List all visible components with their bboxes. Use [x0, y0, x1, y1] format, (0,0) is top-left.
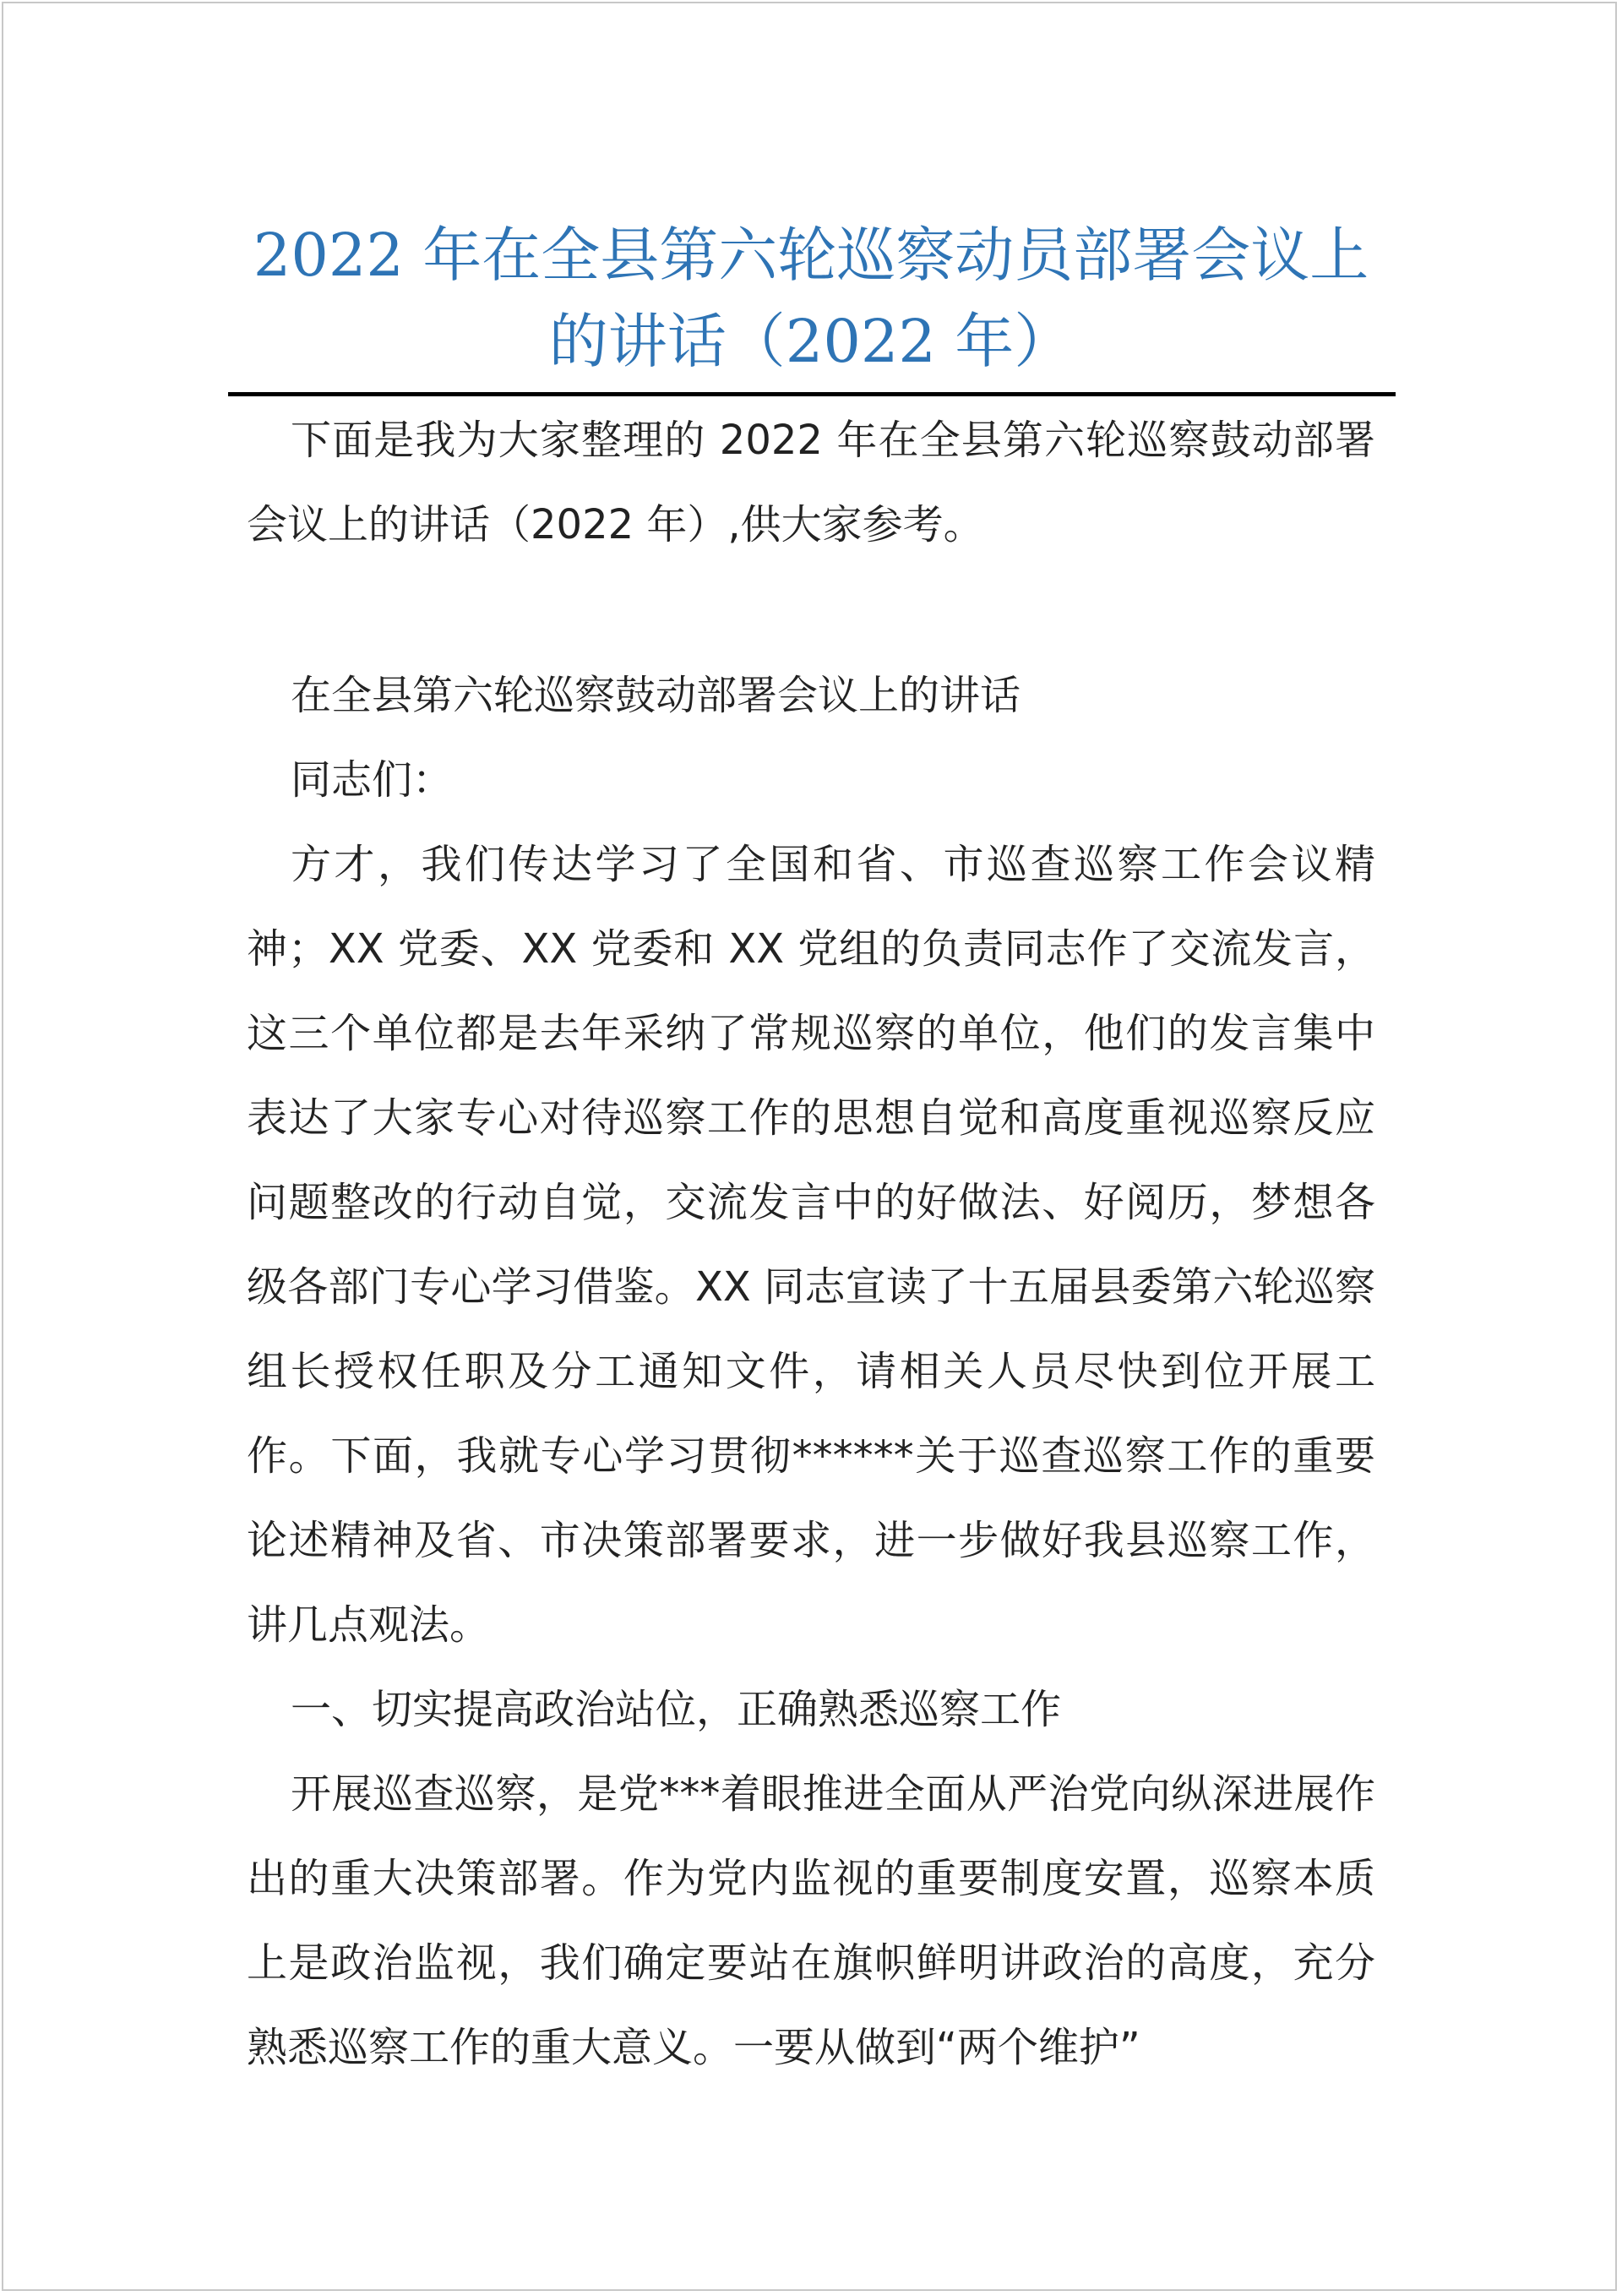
section-heading-1: 一、切实提高政治站位，正确熟悉巡察工作 — [291, 1686, 1062, 1733]
document-title-line-2: 的讲话（2022 年） — [548, 307, 1074, 376]
intro-paragraph: 下面是我为大家整理的 2022 年在全县第六轮巡察鼓动部署会议上的讲话（2022 年）,供大家参考。 — [247, 417, 1375, 548]
body-paragraph-2: 开展巡查巡察，是党***着眼推进全面从严治党向纵深进展作出的重大决策部署。作为党内监视的重要制度安置，巡察本质上是政治监视，我们确定要站在旗帜鲜明讲政治的高度，充分熟悉巡察工作的重大意义。一要从做到“两个维护” — [247, 1770, 1375, 2071]
document-title-line-1: 2022 年在全县第六轮巡察动员部署会议上 — [253, 221, 1369, 290]
salutation: 同志们： — [291, 756, 454, 804]
title-divider — [228, 392, 1396, 396]
speech-title: 在全县第六轮巡察鼓动部署会议上的讲话 — [291, 672, 1021, 719]
body-paragraph-1: 方才，我们传达学习了全国和省、市巡查巡察工作会议精神；XX 党委、XX 党委和 XX 党组的负责同志作了交流发言，这三个单位都是去年采纳了常规巡察的单位，他们的发言集中表达了大家专心对待巡察工作的思想自觉和高度重视巡察反应问题整改的行动自觉，交流发言中的好做法、好阅历，梦想各级各部门专心学习借鉴。XX 同志宣读了十五届县委第六轮巡察组长授权任职及分工通知文件，请相关人员尽快到位开展工作。下面，我就专心学习贯彻******关于巡查巡察工作的重要论述精神及省、市决策部署要求，进一步做好我县巡察工作，讲几点观法。 — [247, 841, 1375, 1649]
